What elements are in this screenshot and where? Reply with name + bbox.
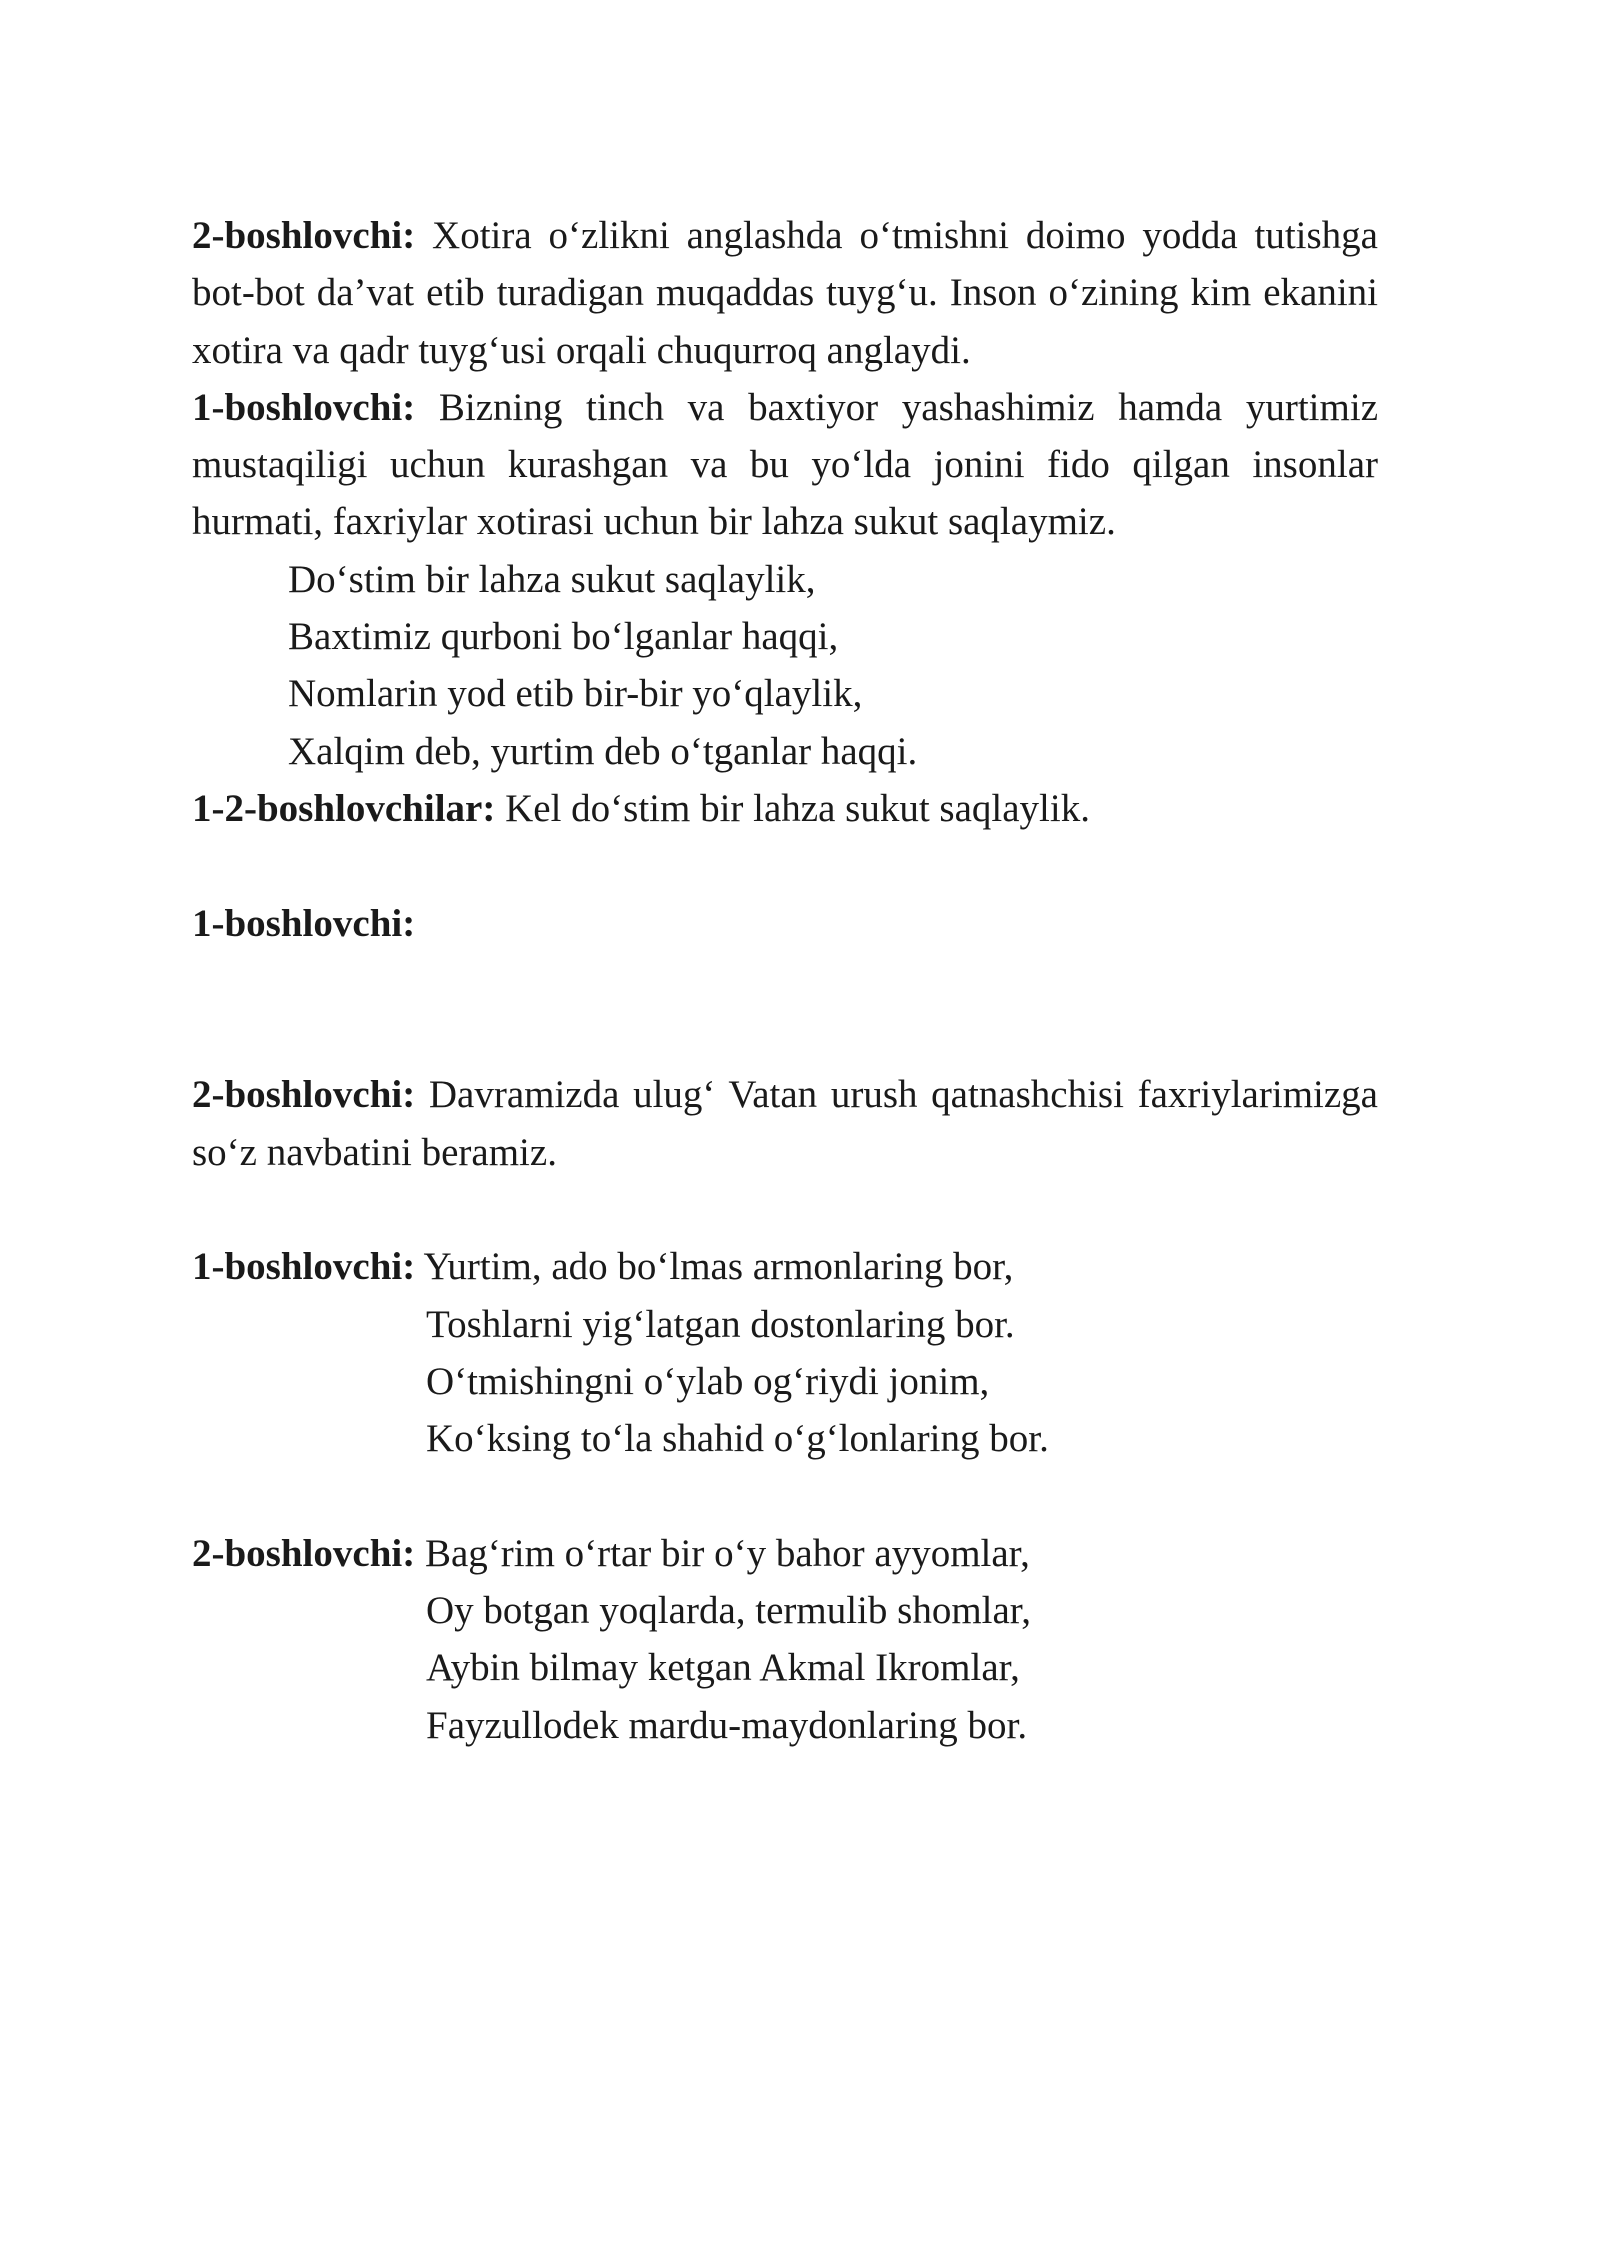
paragraph-text: Bizning tinch va baxtiyor yashashimiz hamda yurtimiz mustaqiligi uchun kurashgan va bu yo‘lda jonini fido qilgan insonlar hurmati, faxriylar xotirasi uchun bir lahza sukut saqlaymiz. <box>192 385 1378 544</box>
spacer <box>192 1468 1378 1525</box>
speaker-label: 2-boshlovchi: <box>192 1531 416 1575</box>
paragraph-2-boshlovchi-xotira <box>192 207 1378 379</box>
poem-line: Baxtimiz qurboni bo‘lganlar haqqi, <box>288 615 839 659</box>
poem-line: Fayzullodek mardu-maydonlaring bor. <box>426 1703 1028 1747</box>
poem-line: Nomlarin yod etib bir-bir yo‘qlaylik, <box>288 672 863 716</box>
poem-stanza-2 <box>192 1238 1378 1467</box>
poem-line: Bag‘rim o‘rtar bir o‘y bahor ayyomlar, <box>415 1531 1030 1575</box>
paragraph-text: Xotira o‘zlikni anglashda o‘tmishni doimo yodda tutishga bot-bot da’vat etib turadigan muqaddas tuyg‘u. Inson o‘zining kim ekanini xotira va qadr tuyg‘usi orqali chuqurroq anglaydi. <box>192 214 1378 372</box>
speaker-label: 2-boshlovchi: <box>192 214 416 257</box>
poem-line: Toshlarni yig‘latgan dostonlaring bor. <box>426 1302 1015 1346</box>
speaker-label: 1-boshlovchi: <box>192 385 416 429</box>
poem-stanza-1 <box>192 551 1378 780</box>
spacer <box>192 837 1378 894</box>
paragraph-1-boshlovchi-sukut <box>192 379 1378 551</box>
poem-line: Oy botgan yoqlarda, termulib shomlar, <box>426 1589 1031 1633</box>
speaker-label: 1-boshlovchi: <box>192 901 416 945</box>
spacer <box>192 952 1378 1067</box>
poem-line: Do‘stim bir lahza sukut saqlaylik, <box>288 557 816 601</box>
paragraph-text: Davramizda ulug‘ Vatan urush qatnashchisi faxriylarimizga so‘z navbatini beramiz. <box>192 1073 1378 1174</box>
poem-line: Aybin bilmay ketgan Akmal Ikromlar, <box>426 1646 1020 1690</box>
paragraph-text: Kel do‘stim bir lahza sukut saqlaylik. <box>495 786 1090 830</box>
poem-stanza-3 <box>192 1525 1378 1754</box>
paragraph-1-2-boshlovchilar <box>192 780 1378 837</box>
poem-line: O‘tmishingni o‘ylab og‘riydi jonim, <box>426 1359 990 1403</box>
speaker-label: 1-2-boshlovchilar: <box>192 786 496 830</box>
document-page <box>192 207 1378 1754</box>
paragraph-2-boshlovchi-davramizda <box>192 1066 1378 1181</box>
spacer <box>192 1181 1378 1238</box>
poem-line: Ko‘ksing to‘la shahid o‘g‘lonlaring bor. <box>426 1417 1049 1461</box>
poem-first-line <box>192 1525 1378 1582</box>
poem-line: Yurtim, ado bo‘lmas armonlaring bor, <box>415 1245 1014 1289</box>
speaker-label: 1-boshlovchi: <box>192 1245 416 1289</box>
poem-line: Xalqim deb, yurtim deb o‘tganlar haqqi. <box>288 729 918 773</box>
poem-first-line <box>192 1238 1378 1295</box>
speaker-label: 2-boshlovchi: <box>192 1073 416 1117</box>
paragraph-1-boshlovchi-empty <box>192 895 1378 952</box>
